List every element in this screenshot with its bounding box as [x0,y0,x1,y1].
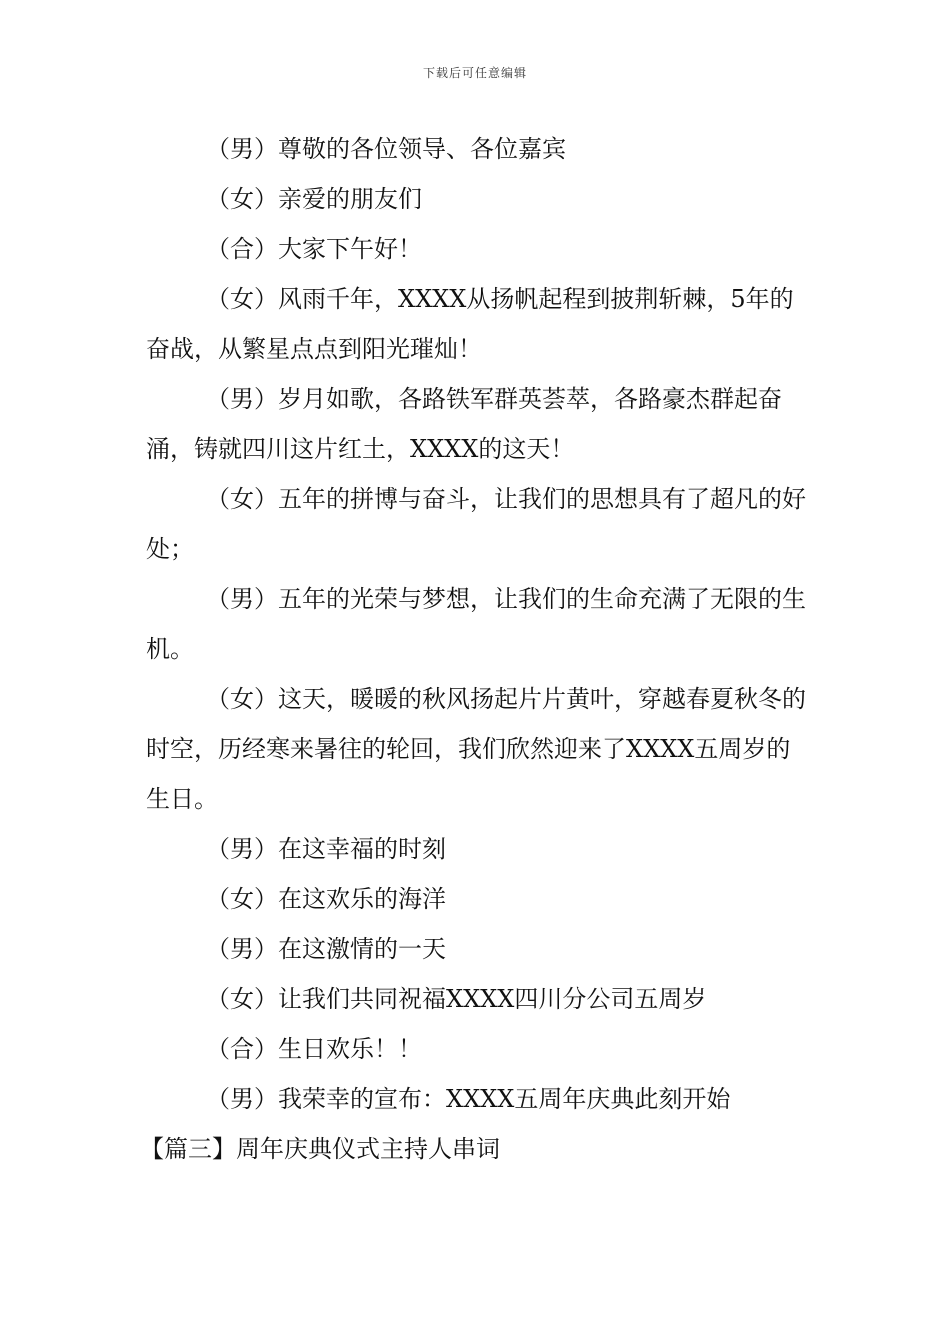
paragraph: （男）我荣幸的宣布：XXXX五周年庆典此刻开始 [206,1085,731,1113]
paragraph: （男）五年的光荣与梦想，让我们的生命充满了无限的生机。 [146,585,806,663]
paragraph: （女）在这欢乐的海洋 [206,885,446,913]
paragraph: （合）大家下午好！ [206,235,422,263]
page-header-note: 下载后可任意编辑 [422,66,527,80]
paragraph: （男）尊敬的各位领导、各位嘉宾 [206,135,566,163]
paragraph: （女）这天，暖暖的秋风扬起片片黄叶，穿越春夏秋冬的时空，历经寒来暑往的轮回，我们欣然迎来了XXXX五周岁的生日。 [146,685,806,813]
section-title: 【篇三】周年庆典仪式主持人串词 [140,1135,500,1163]
paragraph: （男）在这激情的一天 [206,935,446,963]
paragraph: （男）在这幸福的时刻 [206,835,446,863]
paragraph: （合）生日欢乐！！ [206,1035,422,1063]
paragraph: （女）风雨千年，XXXX从扬帆起程到披荆斩棘，5年的奋战，从繁星点点到阳光璀灿！ [146,285,794,363]
paragraph: （女）亲爱的朋友们 [206,185,422,213]
paragraph: （女）让我们共同祝福XXXX四川分公司五周岁 [206,985,707,1013]
paragraph: （男）岁月如歌，各路铁军群英荟萃，各路豪杰群起奋涌，铸就四川这片红土，XXXX的这天！ [146,385,782,463]
document-body [140,124,810,1174]
paragraph: （女）五年的拼博与奋斗，让我们的思想具有了超凡的好处； [146,485,806,563]
